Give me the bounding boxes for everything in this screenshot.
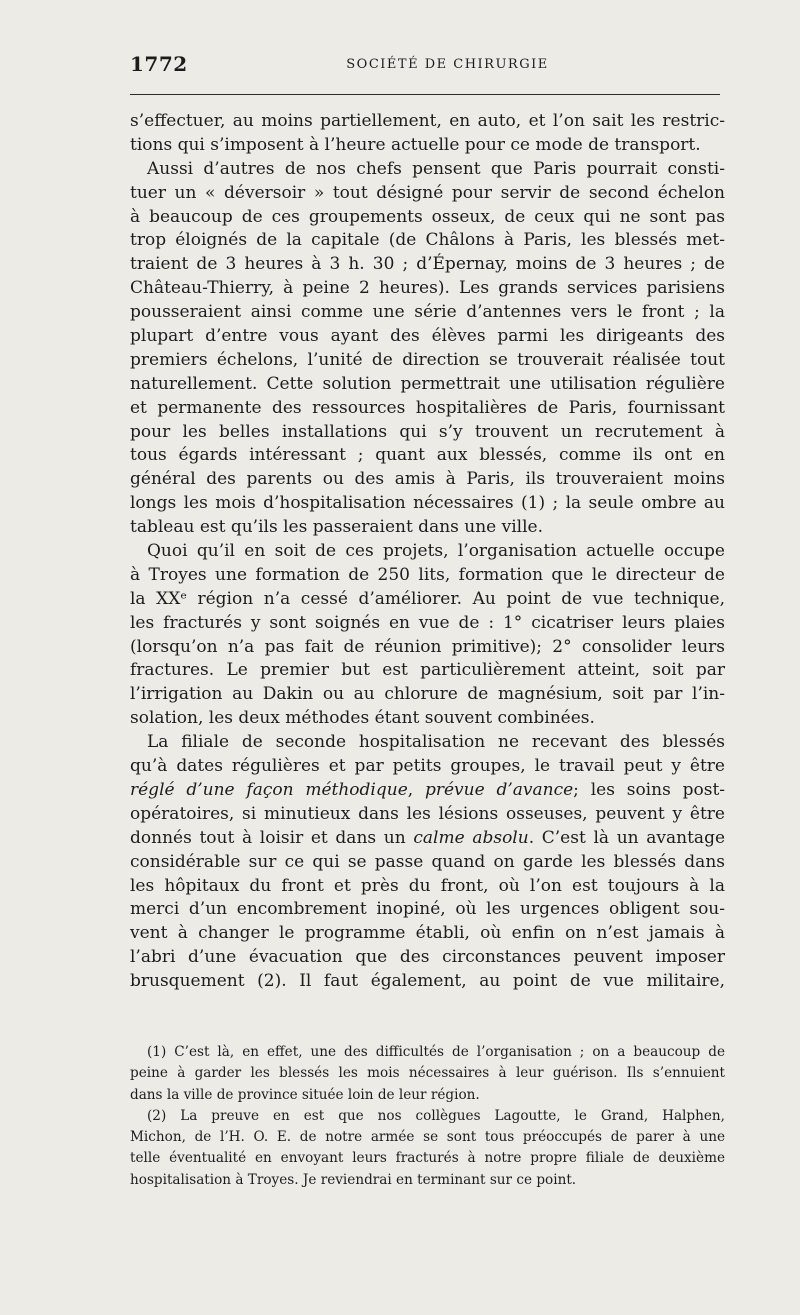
body-line: les hôpitaux du front et près du front, où l’on est toujours à la (130, 875, 725, 896)
body-line: les fracturés y sont soignés en vue de : 1° cicatriser leurs plaies (130, 612, 725, 633)
body-line: la XXᵉ région n’a cessé d’améliorer. Au point de vue technique, (130, 588, 725, 609)
body-text (130, 110, 725, 994)
body-line: Aussi d’autres de nos chefs pensent que Paris pourrait consti- (147, 158, 725, 179)
body-line: premiers échelons, l’unité de direction se trouverait réalisée tout (130, 349, 725, 370)
body-line: opératoires, si minutieux dans les lésions osseuses, peuvent y être (130, 803, 725, 824)
body-line: merci d’un encombrement inopiné, où les urgences obligent sou- (130, 899, 725, 920)
footnote-line: peine à garder les blessés les mois nécessaires à leur guérison. Ils s’ennuient (130, 1065, 725, 1082)
footnote-line: dans la ville de province située loin de leur région. (130, 1086, 480, 1103)
emphasis-text: calme absolu (413, 827, 529, 848)
body-line: qu’à dates régulières et par petits groupes, le travail peut y être (130, 756, 725, 777)
footnotes (130, 1042, 725, 1191)
body-line: à Troyes une formation de 250 lits, formation que le directeur de (130, 564, 725, 585)
body-line-italic (130, 827, 725, 851)
body-line: vent à changer le programme établi, où enfin on n’est jamais à (130, 923, 725, 944)
body-line: tuer un « déversoir » tout désigné pour servir de second échelon (130, 182, 725, 203)
body-text-fragment: ; les soins post- (573, 779, 726, 800)
body-line: tableau est qu’ils les passeraient dans une ville. (130, 517, 544, 538)
body-line: pousseraient ainsi comme une série d’antennes vers le front ; la (130, 302, 725, 323)
body-line: s’effectuer, au moins partiellement, en auto, et l’on sait les restric- (130, 111, 725, 131)
body-line: tous égards intéressant ; quant aux blessés, comme ils ont en (130, 445, 725, 466)
body-line: l’abri d’une évacuation que des circonstances peuvent imposer (130, 947, 725, 968)
body-line: brusquement (2). Il faut également, au point de vue militaire, (130, 971, 725, 992)
footnote-line: Michon, de l’H. O. E. de notre armée se sont tous préoccupés de parer à une (130, 1129, 725, 1146)
body-line: traient de 3 heures à 3 h. 30 ; d’Épernay, moins de 3 heures ; de (130, 254, 725, 275)
body-line: naturellement. Cette solution permettrait une utilisation régulière (130, 373, 725, 394)
body-line-italic (130, 779, 725, 803)
emphasis-text: réglé d’une façon méthodique (130, 779, 408, 800)
body-line: Quoi qu’il en soit de ces projets, l’organisation actuelle occupe (147, 541, 725, 562)
running-title: SOCIÉTÉ DE CHIRURGIE (346, 57, 549, 72)
body-line: Château-Thierry, à peine 2 heures). Les grands services parisiens (130, 278, 725, 299)
body-line: considérable sur ce qui se passe quand on garde les blessés dans (130, 851, 725, 872)
footnote-line: telle éventualité en envoyant leurs fracturés à notre propre filiale de deuxième (130, 1150, 725, 1167)
body-line: fractures. Le premier but est particulièrement atteint, soit par (130, 660, 725, 681)
body-text-fragment: . C’est là un avantage (528, 827, 726, 848)
header-rule (130, 94, 720, 95)
body-text-fragment: donnés tout à loisir et dans un (130, 827, 414, 848)
body-line: et permanente des ressources hospitalières de Paris, fournissant (130, 397, 725, 418)
body-line: général des parents ou des amis à Paris, ils trouveraient moins (130, 469, 725, 490)
body-line: solation, les deux méthodes étant souvent combinées. (130, 708, 595, 729)
separator-text: , (407, 779, 425, 800)
body-line: (lorsqu’on n’a pas fait de réunion primitive); 2° consolider leurs (130, 636, 725, 657)
page-header (130, 52, 725, 82)
body-line: trop éloignés de la capitale (de Châlons à Paris, les blessés met- (130, 230, 725, 251)
body-line: l’irrigation au Dakin ou au chlorure de magnésium, soit par l’in- (130, 684, 725, 705)
body-line: tions qui s’imposent à l’heure actuelle pour ce mode de transport. (130, 134, 701, 155)
footnote-line: hospitalisation à Troyes. Je reviendrai en terminant sur ce point. (130, 1171, 577, 1188)
body-line: La filiale de seconde hospitalisation ne recevant des blessés (147, 732, 725, 753)
footnote-line: (1) C’est là, en effet, une des difficultés de l’organisation ; on a beaucoup de (147, 1044, 725, 1060)
body-line: longs les mois d’hospitalisation nécessaires (1) ; la seule ombre au (130, 493, 725, 514)
body-line: plupart d’entre vous ayant des élèves parmi les dirigeants des (130, 326, 725, 347)
emphasis-text: prévue d’avance (424, 779, 574, 800)
footnote-line: (2) La preuve en est que nos collègues Lagoutte, le Grand, Halphen, (147, 1107, 725, 1124)
page-number: 1772 (130, 52, 188, 76)
body-line: pour les belles installations qui s’y trouvent un recrutement à (130, 421, 725, 442)
body-line: à beaucoup de ces groupements osseux, de ceux qui ne sont pas (130, 206, 725, 227)
